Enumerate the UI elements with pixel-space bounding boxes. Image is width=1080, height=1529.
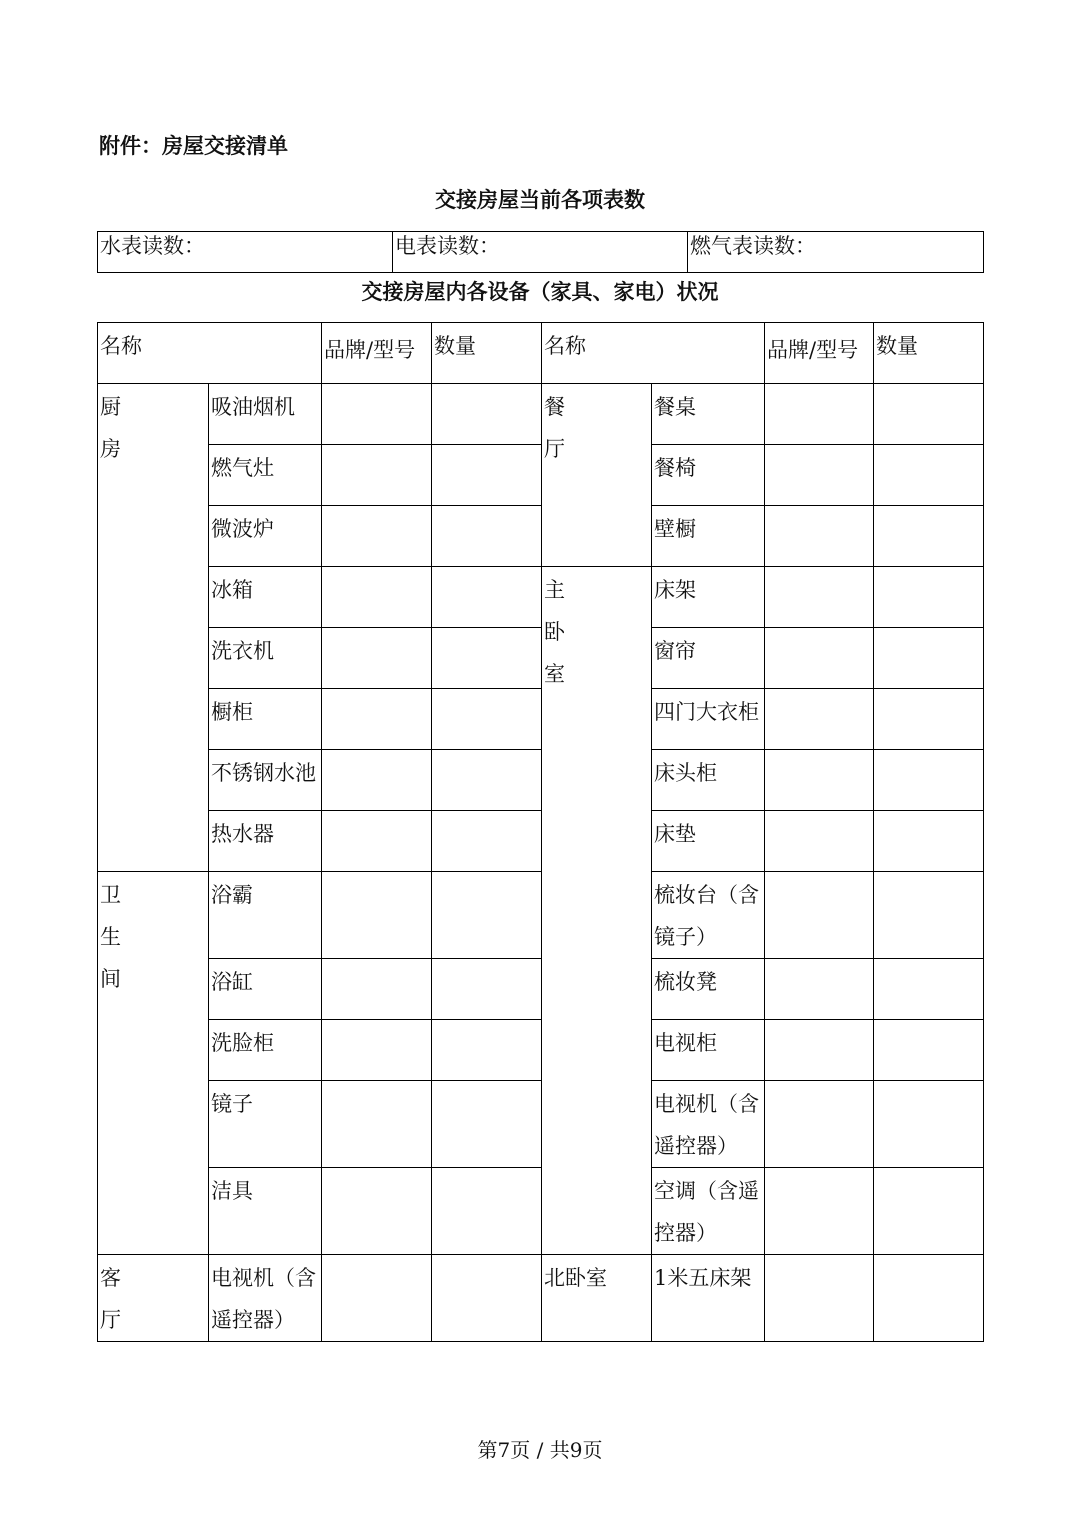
item-microwave: 微波炉: [209, 506, 322, 567]
brand-cell[interactable]: [322, 959, 432, 1020]
item-range-hood: 吸油烟机: [209, 384, 322, 445]
water-meter-reading: 水表读数：: [98, 232, 393, 273]
header-name-left: 名称: [98, 323, 322, 384]
category-living-room: 客厅: [98, 1255, 209, 1342]
gas-meter-reading: 燃气表读数：: [688, 232, 984, 273]
item-dresser: 梳妆台（含镜子）: [652, 872, 765, 959]
brand-cell[interactable]: [322, 384, 432, 445]
attachment-title: 附件：房屋交接清单: [99, 133, 288, 158]
quantity-cell[interactable]: [432, 959, 542, 1020]
meter-readings-table: [97, 231, 984, 273]
item-air-conditioner: 空调（含遥控器）: [652, 1168, 765, 1255]
header-brand-right: 品牌/型号: [765, 323, 874, 384]
brand-cell[interactable]: [322, 506, 432, 567]
item-dresser-stool: 梳妆凳: [652, 959, 765, 1020]
brand-cell[interactable]: [765, 811, 874, 872]
meter-section-title: 交接房屋当前各项表数: [435, 187, 645, 212]
brand-cell[interactable]: [765, 959, 874, 1020]
item-mirror: 镜子: [209, 1081, 322, 1168]
item-fridge: 冰箱: [209, 567, 322, 628]
quantity-cell[interactable]: [432, 628, 542, 689]
quantity-cell[interactable]: [874, 628, 984, 689]
item-dining-table: 餐桌: [652, 384, 765, 445]
quantity-cell[interactable]: [432, 1255, 542, 1342]
quantity-cell[interactable]: [874, 811, 984, 872]
page-footer: 第7页 / 共9页: [477, 1438, 603, 1462]
item-tv-stand: 电视柜: [652, 1020, 765, 1081]
brand-cell[interactable]: [765, 1081, 874, 1168]
equipment-table: [97, 322, 984, 1342]
item-gas-stove: 燃气灶: [209, 445, 322, 506]
item-bed-frame-1-5m: 1米五床架: [652, 1255, 765, 1342]
quantity-cell[interactable]: [432, 750, 542, 811]
brand-cell[interactable]: [765, 1168, 874, 1255]
brand-cell[interactable]: [322, 1081, 432, 1168]
item-mattress: 床垫: [652, 811, 765, 872]
brand-cell[interactable]: [322, 689, 432, 750]
brand-cell[interactable]: [322, 1255, 432, 1342]
brand-cell[interactable]: [322, 567, 432, 628]
item-tv-master: 电视机（含遥控器）: [652, 1081, 765, 1168]
category-master-bedroom: 主卧室: [542, 567, 652, 1255]
item-curtain: 窗帘: [652, 628, 765, 689]
quantity-cell[interactable]: [432, 1020, 542, 1081]
category-bathroom: 卫生间: [98, 872, 209, 1255]
item-vanity: 洗脸柜: [209, 1020, 322, 1081]
item-wardrobe: 四门大衣柜: [652, 689, 765, 750]
brand-cell[interactable]: [765, 1255, 874, 1342]
brand-cell[interactable]: [765, 506, 874, 567]
quantity-cell[interactable]: [874, 959, 984, 1020]
quantity-cell[interactable]: [874, 384, 984, 445]
quantity-cell[interactable]: [432, 1168, 542, 1255]
quantity-cell[interactable]: [432, 445, 542, 506]
header-name-right: 名称: [542, 323, 765, 384]
quantity-cell[interactable]: [874, 1168, 984, 1255]
quantity-cell[interactable]: [874, 1020, 984, 1081]
category-north-bedroom: 北卧室: [542, 1255, 652, 1342]
quantity-cell[interactable]: [874, 1255, 984, 1342]
header-quantity-left: 数量: [432, 323, 542, 384]
brand-cell[interactable]: [765, 567, 874, 628]
brand-cell[interactable]: [765, 445, 874, 506]
quantity-cell[interactable]: [432, 384, 542, 445]
brand-cell[interactable]: [322, 1020, 432, 1081]
item-bed-frame: 床架: [652, 567, 765, 628]
quantity-cell[interactable]: [432, 1081, 542, 1168]
category-kitchen: 厨房: [98, 384, 209, 872]
brand-cell[interactable]: [322, 1168, 432, 1255]
brand-cell[interactable]: [765, 689, 874, 750]
quantity-cell[interactable]: [874, 750, 984, 811]
item-cabinet: 橱柜: [209, 689, 322, 750]
item-bathtub: 浴缸: [209, 959, 322, 1020]
brand-cell[interactable]: [322, 628, 432, 689]
brand-cell[interactable]: [322, 811, 432, 872]
item-sink: 不锈钢水池: [209, 750, 322, 811]
header-quantity-right: 数量: [874, 323, 984, 384]
brand-cell[interactable]: [765, 750, 874, 811]
quantity-cell[interactable]: [874, 689, 984, 750]
item-dining-chair: 餐椅: [652, 445, 765, 506]
quantity-cell[interactable]: [432, 872, 542, 959]
quantity-cell[interactable]: [432, 506, 542, 567]
brand-cell[interactable]: [765, 628, 874, 689]
quantity-cell[interactable]: [874, 445, 984, 506]
header-brand-left: 品牌/型号: [322, 323, 432, 384]
quantity-cell[interactable]: [874, 872, 984, 959]
brand-cell[interactable]: [322, 750, 432, 811]
brand-cell[interactable]: [322, 872, 432, 959]
quantity-cell[interactable]: [874, 567, 984, 628]
category-dining: 餐厅: [542, 384, 652, 567]
item-washer: 洗衣机: [209, 628, 322, 689]
quantity-cell[interactable]: [874, 1081, 984, 1168]
brand-cell[interactable]: [765, 1020, 874, 1081]
electric-meter-reading: 电表读数：: [393, 232, 688, 273]
item-sanitary-ware: 洁具: [209, 1168, 322, 1255]
quantity-cell[interactable]: [432, 567, 542, 628]
quantity-cell[interactable]: [874, 506, 984, 567]
equipment-section-title: 交接房屋内各设备（家具、家电）状况: [361, 279, 719, 304]
item-bath-heater: 浴霸: [209, 872, 322, 959]
quantity-cell[interactable]: [432, 811, 542, 872]
brand-cell[interactable]: [765, 872, 874, 959]
brand-cell[interactable]: [322, 445, 432, 506]
item-water-heater: 热水器: [209, 811, 322, 872]
item-tv-living: 电视机（含遥控器）: [209, 1255, 322, 1342]
quantity-cell[interactable]: [432, 689, 542, 750]
item-nightstand: 床头柜: [652, 750, 765, 811]
brand-cell[interactable]: [765, 384, 874, 445]
item-closet: 壁橱: [652, 506, 765, 567]
